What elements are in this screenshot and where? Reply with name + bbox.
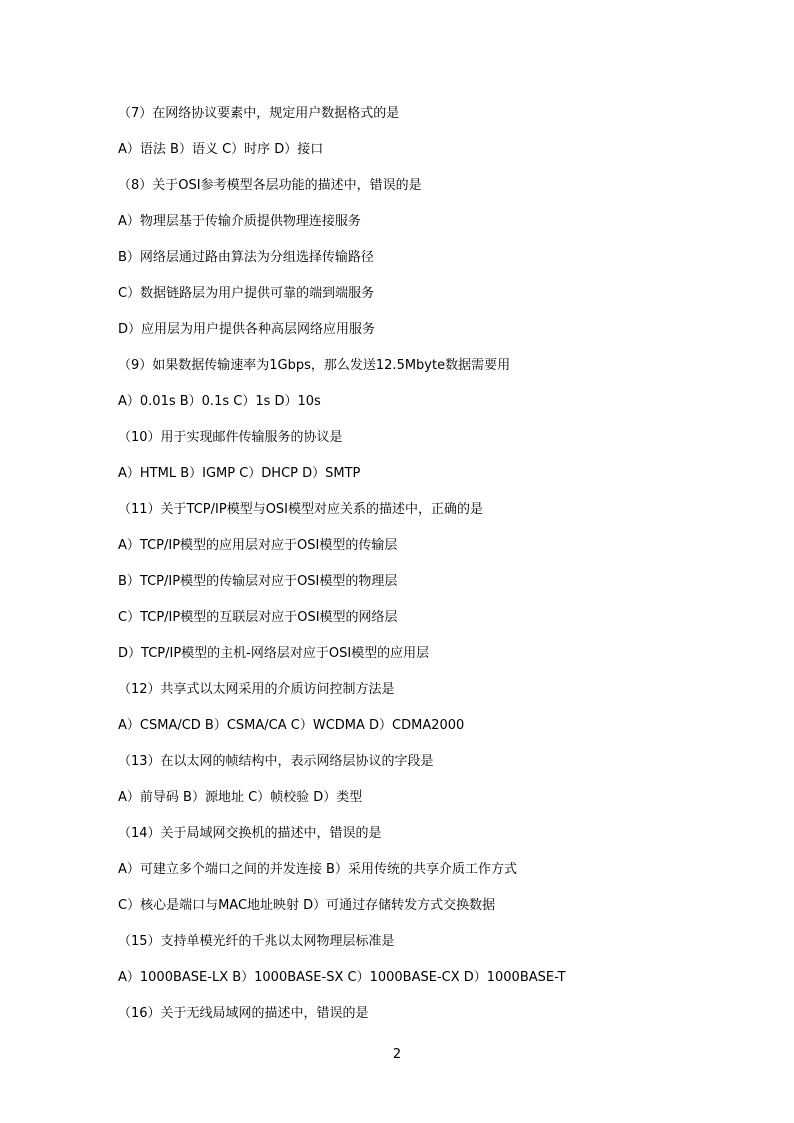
question-11-option-d: D）TCP/IP模型的主机-网络层对应于OSI模型的应用层 (118, 646, 430, 661)
question-9-stem: （9）如果数据传输速率为1Gbps，那么发送12.5Mbyte数据需要用 (118, 358, 511, 373)
question-8-option-d: D）应用层为用户提供各种高层网络应用服务 (118, 322, 376, 337)
question-12-stem: （12）共享式以太网采用的介质访问控制方法是 (118, 682, 395, 697)
question-8-stem: （8）关于OSI参考模型各层功能的描述中，错误的是 (118, 178, 422, 193)
question-11-option-c: C）TCP/IP模型的互联层对应于OSI模型的网络层 (118, 610, 398, 625)
question-8-option-a: A）物理层基于传输介质提供物理连接服务 (118, 214, 361, 229)
question-9-options: A）0.01s B）0.1s C）1s D）10s (118, 394, 321, 409)
question-10-options: A）HTML B）IGMP C）DHCP D）SMTP (118, 466, 361, 481)
question-10-stem: （10）用于实现邮件传输服务的协议是 (118, 430, 343, 445)
question-7-stem: （7）在网络协议要素中，规定用户数据格式的是 (118, 106, 400, 121)
question-7-options: A）语法 B）语义 C）时序 D）接口 (118, 142, 324, 157)
question-8-option-b: B）网络层通过路由算法为分组选择传输路径 (118, 250, 374, 265)
question-15-stem: （15）支持单模光纤的千兆以太网物理层标准是 (118, 934, 395, 949)
question-11-stem: （11）关于TCP/IP模型与OSI模型对应关系的描述中，正确的是 (118, 502, 484, 517)
question-12-options: A）CSMA/CD B）CSMA/CA C）WCDMA D）CDMA2000 (118, 718, 465, 733)
question-11-option-b: B）TCP/IP模型的传输层对应于OSI模型的物理层 (118, 574, 398, 589)
question-13-stem: （13）在以太网的帧结构中，表示网络层协议的字段是 (118, 754, 434, 769)
question-13-options: A）前导码 B）源地址 C）帧校验 D）类型 (118, 790, 363, 805)
question-14-options-cd: C）核心是端口与MAC地址映射 D）可通过存储转发方式交换数据 (118, 898, 496, 913)
question-16-stem: （16）关于无线局域网的描述中，错误的是 (118, 1006, 369, 1021)
question-14-options-ab: A）可建立多个端口之间的并发连接 B）采用传统的共享介质工作方式 (118, 862, 517, 877)
question-8-option-c: C）数据链路层为用户提供可靠的端到端服务 (118, 286, 375, 301)
question-14-stem: （14）关于局域网交换机的描述中，错误的是 (118, 826, 382, 841)
question-15-options: A）1000BASE-LX B）1000BASE-SX C）1000BASE-CX D）1000BASE-T (118, 970, 566, 985)
page-number: 2 (392, 1047, 402, 1062)
question-11-option-a: A）TCP/IP模型的应用层对应于OSI模型的传输层 (118, 538, 398, 553)
